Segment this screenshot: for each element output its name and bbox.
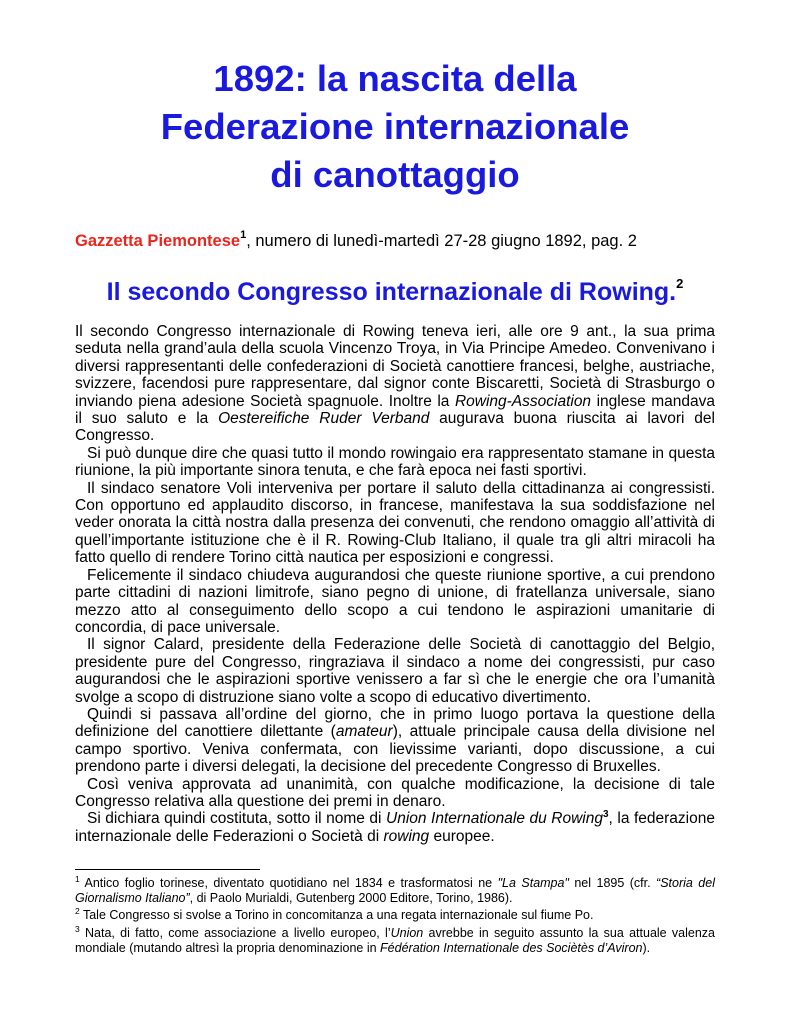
footnotes — [75, 876, 715, 958]
footnote-2 — [75, 908, 715, 923]
footnote-text: Antico foglio torinese, diventato quotidiano nel 1834 e trasformatosi ne — [79, 876, 498, 890]
footnote-1 — [75, 876, 715, 906]
italic-term: Rowing-Association — [454, 392, 592, 410]
paragraph-1 — [75, 323, 715, 445]
paragraph-text: europee. — [429, 827, 495, 845]
title-line-1: 1892: la nascita della — [213, 58, 577, 99]
paragraph-2: Si può dunque dire che quasi tutto il mondo rowingaio era rappresentato stamane in questa riunione, la più importante sinora tenuta, e che farà epoca nei fasti sportivi. — [75, 444, 715, 480]
paragraph-6 — [75, 706, 715, 776]
article-subtitle — [75, 277, 715, 307]
footnote-separator — [75, 869, 260, 870]
paragraph-text: ), attuale principale causa della divisione nel campo sportivo. Veniva confermata, con lievissime varianti, dopo discussione, a cui prendono parte i diversi delegati, la decisione del precedente Congresso di Bruxelles. — [75, 723, 715, 776]
title-line-2: Federazione internazionale — [160, 106, 630, 147]
title-line-3: di canottaggio — [270, 154, 520, 195]
source-details: , numero di lunedì-martedì 27-28 giugno 1892, pag. 2 — [246, 232, 637, 250]
article-body — [75, 323, 715, 845]
footnote-text: Nata, di fatto, come associazione a livello europeo, l’ — [79, 925, 391, 940]
italic-term: amateur — [335, 723, 393, 741]
paragraph-8 — [75, 810, 715, 845]
paragraph-3: Il sindaco senatore Voli interveniva per portare il saluto della cittadinanza ai congressisti. Con opportuno ed applaudito discorso, in francese, manifestava la sua soddisfazione nel veder onorata la città nostra dalla presenza dei convenuti, che rendono omaggio all’attività di quell’importante istituzione che è il R. Rowing-Club Italiano, il quale tra gli altri miracoli ha fatto quello di rendere Torino città nautica per esposizioni e congressi. — [75, 479, 715, 567]
source-line — [75, 231, 637, 251]
publication-name: Gazzetta Piemontese — [75, 232, 241, 250]
footnote-number: 2 — [75, 906, 80, 917]
footnote-italic: “Storia del Giornalismo Italiano” — [75, 876, 715, 906]
paragraph-text: augurava buona riuscita ai lavori del Congresso. — [75, 410, 715, 445]
footnote-text: Tale Congresso si svolse a Torino in concomitanza a una regata internazionale sul fiume Po. — [79, 908, 594, 923]
bold-comma: , la federazione internazionale delle Federazioni o Società di — [75, 810, 715, 845]
subtitle-text: Il secondo Congresso internazionale di Rowing. — [106, 278, 677, 306]
footnote-number: 3 — [75, 923, 80, 934]
footnote-italic: Fédération Internationale des Sociètès d’Aviron — [380, 940, 643, 955]
page-title — [75, 55, 715, 199]
footnote-number: 1 — [75, 874, 80, 884]
italic-term: Oestereifiche Ruder Verband — [218, 410, 430, 428]
paragraph-7: Così veniva approvata ad unanimità, con qualche modificazione, la decisione di tale Congresso relativa alla questione dei premi in denaro. — [75, 775, 715, 810]
footnote-text: avrebbe in seguito assunto la sua attuale valenza mondiale (mutando altresì la propria denominazione in — [75, 925, 715, 955]
footnote-text: , di Paolo Murialdi, Gutenberg 2000 Editore, Torino, 1986). — [189, 891, 513, 906]
footnote-3 — [75, 923, 715, 956]
paragraph-text: Il secondo Congresso internazionale di Rowing teneva ieri, alle ore 9 ant., la sua prima seduta nella grand’aula della scuola Vincenzo Troya, in Via Principe Amedeo. Convenivano i diversi rappresentanti delle confederazioni di Società canottiere francesi, belghe, austriache, svizzere, facendosi pure rappresentare, dal signor conte Biscaretti, Società di Strasburgo o inviando piena adesione Società spagnuole. Inoltre la — [75, 323, 715, 410]
footnote-italic: "La Stampa" — [497, 876, 569, 890]
italic-term: Union Internationale du Rowing — [386, 810, 603, 828]
paragraph-text: Si dichiara quindi costituta, sotto il nome di — [87, 810, 387, 828]
paragraph-4: Felicemente il sindaco chiudeva augurandosi che queste riunione sportive, a cui prendono parte cittadini di nazioni limitrofe, siano pegno di unione, di fratellanza universale, siano mezzo atto al conseguimento dello scopo a cui tendono le aspirazioni umanitarie di concordia, di pace universale. — [75, 566, 715, 636]
paragraph-5: Il signor Calard, presidente della Federazione delle Società di canottaggio del Belgio, presidente pure del Congresso, ringraziava il sindaco a nome dei congressisti, pur caso augurandosi che le aspirazioni sportive venissero a far sì che le energie che ora l’umanità svolge a scopo di distruzione siano volte a scopo di educativo divertimento. — [75, 636, 715, 706]
footnote-text: nel 1895 (cfr. — [568, 876, 657, 890]
footnote-text: ). — [642, 940, 651, 955]
paragraph-text: inglese mandava il suo saluto e la — [75, 392, 715, 428]
footnote-italic: Union — [390, 925, 424, 940]
paragraph-text: Quindi si passava all’ordine del giorno, che in primo luogo portava la questione della definizione del canottiere dilettante ( — [75, 705, 715, 741]
italic-term: rowing — [383, 827, 430, 845]
footnote-ref-1: 1 — [240, 229, 247, 241]
footnote-ref-3: 3 — [602, 809, 609, 821]
footnote-ref-2: 2 — [676, 276, 684, 291]
